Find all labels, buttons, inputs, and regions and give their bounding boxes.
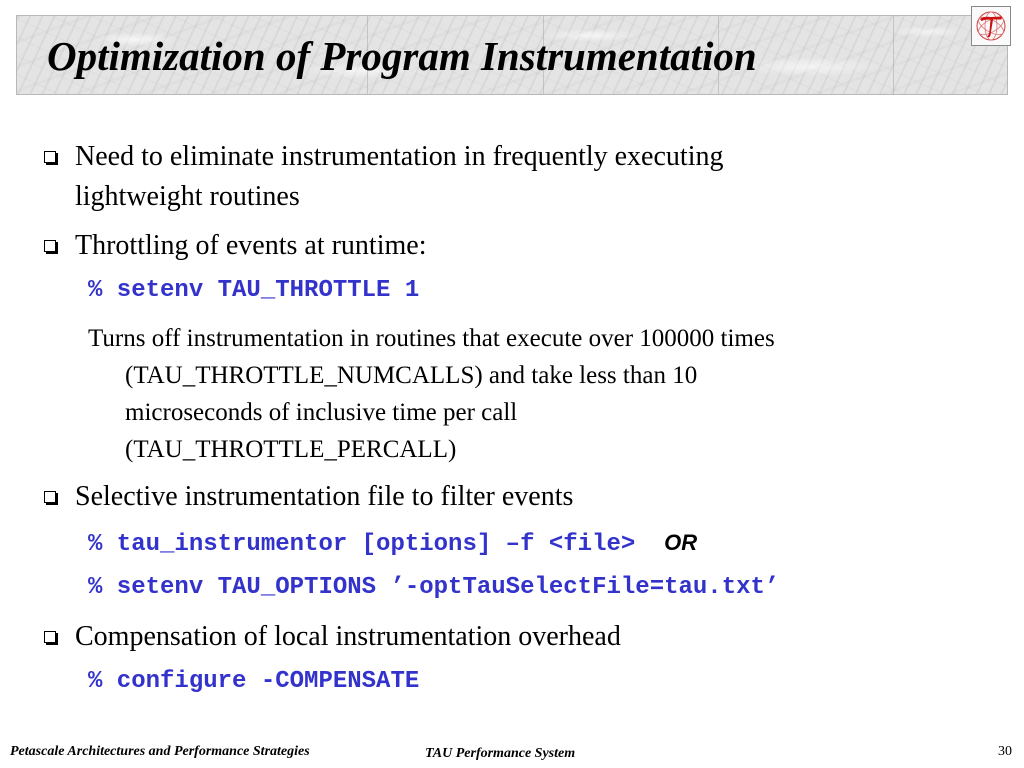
- or-label: OR: [664, 530, 698, 555]
- page-number: 30: [998, 744, 1012, 759]
- bullet-line: Selective instrumentation file to filter events: [75, 481, 574, 512]
- bullet-text: [75, 617, 955, 657]
- bullet-line: Compensation of local instrumentation overhead: [75, 621, 621, 652]
- code-throttle: % setenv TAU_THROTTLE 1: [88, 277, 420, 304]
- bullet-line: Need to eliminate instrumentation in frequently executing: [75, 141, 724, 172]
- checkbox-bullet-icon: [44, 631, 56, 643]
- code-instrumentor-text: % tau_instrumentor [options] –f <file>: [88, 531, 636, 558]
- code-configure: % configure -COMPENSATE: [88, 668, 420, 695]
- code-instrumentor: [88, 526, 697, 562]
- checkbox-bullet-icon: [44, 491, 56, 503]
- bullet-line: lightweight routines: [75, 181, 300, 212]
- checkbox-bullet-icon: [44, 151, 56, 163]
- bullet-text: [75, 137, 955, 217]
- footer-left-text: Petascale Architectures and Performance Strategies: [10, 744, 310, 759]
- slide-title: Optimization of Program Instrumentation: [47, 33, 757, 79]
- note-line: Turns off instrumentation in routines that execute over 100000 times: [88, 325, 775, 352]
- note-line: microseconds of inclusive time per call: [125, 399, 518, 426]
- code-options: % setenv TAU_OPTIONS ’-optTauSelectFile=tau.txt’: [88, 574, 780, 601]
- bullet-text: [75, 226, 955, 266]
- note-line: (TAU_THROTTLE_PERCALL): [125, 436, 457, 463]
- footer-center-text: TAU Performance System: [425, 746, 576, 761]
- checkbox-bullet-icon: [44, 240, 56, 252]
- throttle-note: [88, 320, 968, 468]
- note-line: (TAU_THROTTLE_NUMCALLS) and take less than 10: [125, 362, 698, 389]
- bullet-text: [75, 477, 955, 517]
- bullet-line: Throttling of events at runtime:: [75, 230, 427, 261]
